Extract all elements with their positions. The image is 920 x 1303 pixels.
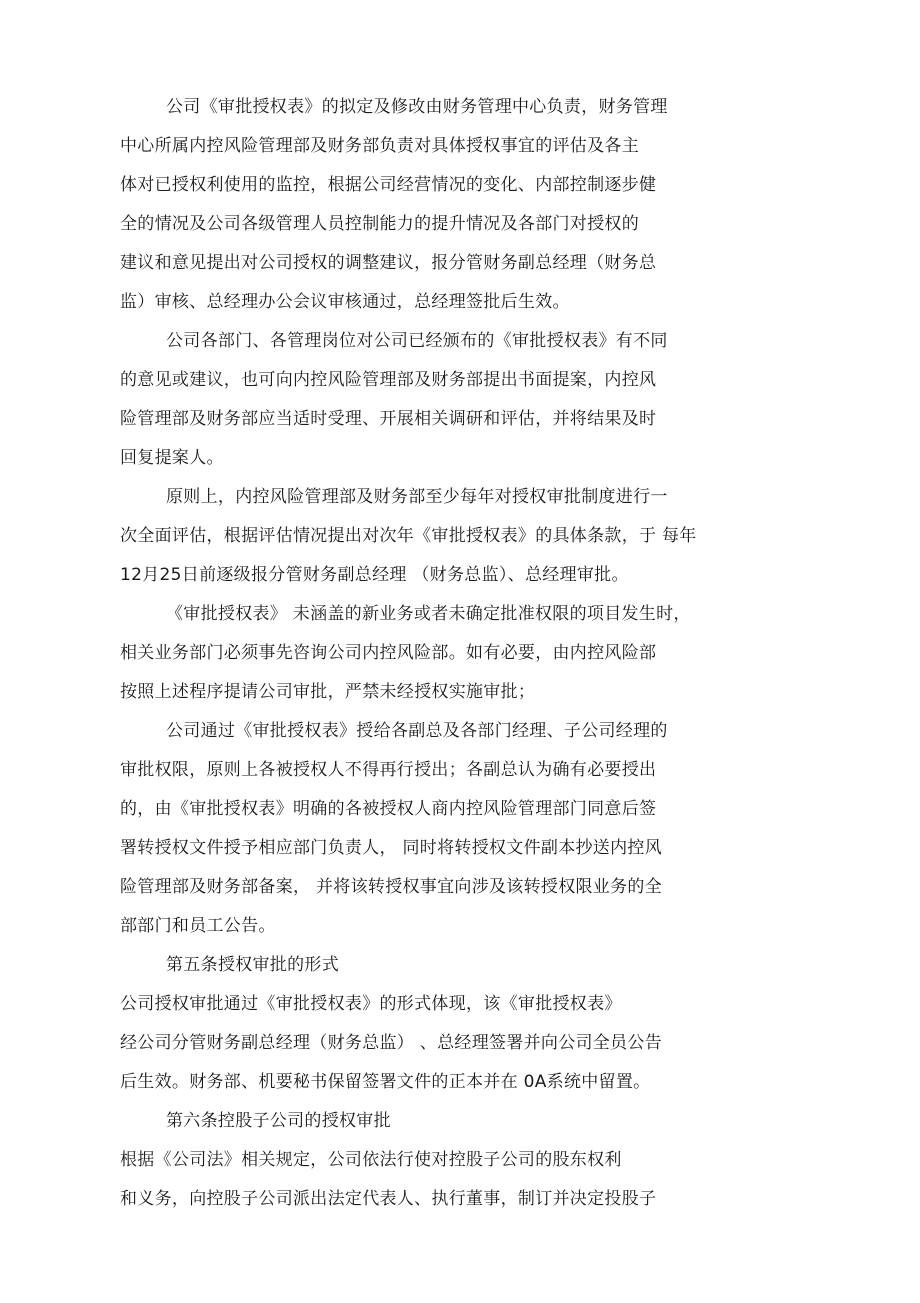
section-heading-article-6: 第六条控股子公司的授权审批: [166, 1111, 391, 1131]
paragraph-2-line-3: 险管理部及财务部应当适时受理、开展相关调研和评估，并将结果及时: [120, 409, 657, 429]
paragraph-3-line-2: 次全面评估，根据评估情况提出对次年《审批授权表》的具体条款，于 每年: [120, 526, 697, 546]
paragraph-1-line-2: 中心所属内控风险管理部及财务部负责对具体授权事宜的评估及各主: [120, 136, 639, 156]
paragraph-6-line-3: 后生效。财务部、机要秘书保留签署文件的正本并在 0A系统中留置。: [120, 1072, 651, 1092]
section-heading-article-5: 第五条授权审批的形式: [166, 955, 339, 975]
paragraph-1-line-4: 全的情况及公司各级管理人员控制能力的提升情况及各部门对授权的: [120, 214, 639, 234]
paragraph-7-line-2: 和义务，向控股子公司派出法定代表人、执行董事，制订并决定投股子: [120, 1189, 657, 1209]
paragraph-1-line-3: 体对已授权利使用的监控，根据公司经营情况的变化、内部控制逐步健: [120, 175, 657, 195]
paragraph-4-line-2: 相关业务部门必须事先咨询公司内控风险部。如有必要，由内控风险部: [120, 643, 657, 663]
paragraph-1-line-1: 公司《审批授权表》的拟定及修改由财务管理中心负责，财务管理: [166, 97, 668, 117]
paragraph-5-line-1: 公司通过《审批授权表》授给各副总及各部门经理、子公司经理的: [166, 721, 668, 741]
paragraph-2-line-1: 公司各部门、各管理岗位对公司已经颁布的《审批授权表》有不同: [166, 331, 668, 351]
paragraph-2-line-2: 的意见或建议，也可向内控风险管理部及财务部提出书面提案，内控风: [120, 370, 657, 390]
paragraph-3-line-3: 12月25日前逐级报分管财务副总经理 （财务总监）、总经理审批。: [120, 565, 629, 585]
paragraph-4-line-3: 按照上述程序提请公司审批，严禁未经授权实施审批；: [120, 682, 536, 702]
paragraph-1-line-5: 建议和意见提出对公司授权的调整建议，报分管财务副总经理（财务总: [120, 253, 657, 273]
paragraph-5-line-4: 署转授权文件授予相应部门负责人， 同时将转授权文件副本抄送内控风: [120, 838, 663, 858]
paragraph-1-line-6: 监）审核、总经理办公会议审核通过，总经理签批后生效。: [120, 292, 570, 312]
paragraph-6-line-2: 经公司分管财务副总经理（财务总监） 、总经理签署并向公司全员公告: [120, 1033, 663, 1053]
paragraph-6-line-1: 公司授权审批通过《审批授权表》的形式体现，该《审批授权表》: [120, 994, 622, 1014]
paragraph-5-line-6: 部部门和员工公告。: [120, 916, 276, 936]
paragraph-4-line-1: 《审批授权表》 未涵盖的新业务或者未确定批准权限的项目发生时，: [166, 604, 691, 624]
paragraph-5-line-3: 的，由《审批授权表》明确的各被授权人商内控风险管理部门同意后签: [120, 799, 657, 819]
paragraph-7-line-1: 根据《公司法》相关规定，公司依法行使对控股子公司的股东权利: [120, 1150, 622, 1170]
paragraph-2-line-4: 回复提案人。: [120, 448, 224, 468]
paragraph-5-line-5: 险管理部及财务部备案， 并将该转授权事宜向涉及该转授权限业务的全: [120, 877, 663, 897]
paragraph-3-line-1: 原则上，内控风险管理部及财务部至少每年对授权审批制度进行一: [166, 487, 668, 507]
paragraph-5-line-2: 审批权限，原则上各被授权人不得再行授出；各副总认为确有必要授出: [120, 760, 657, 780]
